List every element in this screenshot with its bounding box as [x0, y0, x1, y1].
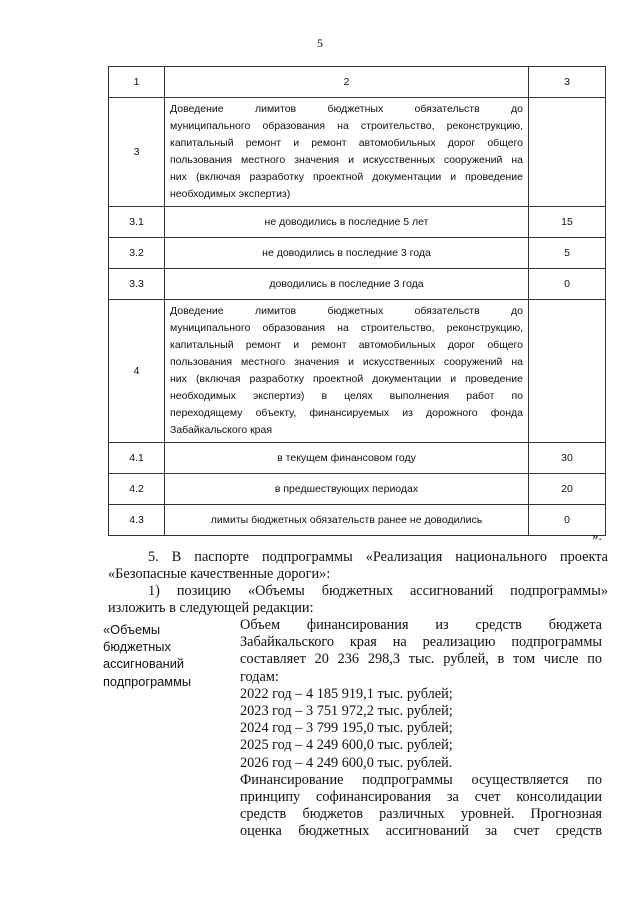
row-points: 0: [529, 269, 606, 300]
criteria-table-body: [109, 67, 606, 536]
position-label-line: «Объемы: [103, 622, 161, 637]
table-row: [109, 269, 606, 300]
position-value-line: Объем финансирования из средств бюджета: [240, 617, 602, 633]
row-number: 4.1: [109, 443, 165, 474]
table-row: [109, 474, 606, 505]
table-row: [109, 300, 606, 443]
item-1-line-2: изложить в следующей редакции:: [108, 600, 314, 616]
position-value-line: 2023 год – 3 751 972,2 тыс. рублей;: [240, 703, 453, 720]
row-criterion: [165, 98, 529, 207]
row-criterion: [165, 300, 529, 443]
position-label: [103, 621, 233, 690]
position-value-line: 2024 год – 3 799 195,0 тыс. рублей;: [240, 720, 453, 737]
position-value-line: составляет 20 236 298,3 тыс. рублей, в том числе по: [240, 651, 602, 668]
item-5-line-1: 5. В паспорте подпрограммы «Реализация национального проекта: [148, 549, 608, 565]
row-points: 20: [529, 474, 606, 505]
position-label-line: ассигнований: [103, 656, 185, 672]
row-criterion: не доводились в последние 3 года: [165, 238, 529, 269]
row-number: 3.3: [109, 269, 165, 300]
position-value-line: годам:: [240, 668, 279, 685]
position-value-line: 2022 год – 4 185 919,1 тыс. рублей;: [240, 685, 453, 702]
position-label-line: бюджетных: [103, 639, 171, 655]
criterion-line: необходимых экспертиз): [170, 188, 291, 200]
criterion-line: переходящему объекту, финансируемых из дорожного фонда: [170, 407, 523, 419]
table-row: [109, 98, 606, 207]
position-value-line: Финансирование подпрограммы осуществляется по: [240, 771, 602, 788]
row-criterion: не доводились в последние 5 лет: [165, 207, 529, 238]
page-number: 5: [317, 36, 323, 50]
criterion-line: капитальный ремонт и ремонт автомобильных дорог общего: [170, 339, 523, 351]
item-5-line-2: «Безопасные качественные дороги»:: [108, 566, 331, 582]
table-row: [109, 505, 606, 536]
table-row: [109, 207, 606, 238]
header-cell-criterion: 2: [165, 67, 529, 98]
table-row: [109, 238, 606, 269]
criterion-line: пользования местного значения и искусственных сооружений на: [170, 154, 523, 166]
row-number: 3: [109, 98, 165, 207]
criterion-line: Забайкальского края: [170, 424, 273, 436]
row-criterion: лимиты бюджетных обязательств ранее не доводились: [165, 505, 529, 536]
criterion-line: Доведение лимитов бюджетных обязательств до: [170, 305, 523, 317]
position-value-line: оценка бюджетных ассигнований за счет средств: [240, 823, 602, 840]
criterion-line: Доведение лимитов бюджетных обязательств до: [170, 103, 523, 115]
row-points: 15: [529, 207, 606, 238]
criterion-line: муниципального образования на строительство, реконструкцию,: [170, 322, 523, 334]
row-number: 4.2: [109, 474, 165, 505]
table-header-row: [109, 67, 606, 98]
criteria-table: [108, 66, 606, 536]
row-points: [529, 98, 606, 207]
row-points: 30: [529, 443, 606, 474]
header-cell-points: 3: [529, 67, 606, 98]
position-value-line: средств бюджетов различных уровней. Прогнозная: [240, 806, 602, 823]
position-value: [240, 617, 602, 841]
position-label-line: подпрограммы: [103, 673, 192, 689]
item-1-line-1: 1) позицию «Объемы бюджетных ассигнований подпрограммы»: [148, 583, 608, 599]
position-value-line: Забайкальского края на реализацию подпрограммы: [240, 634, 602, 651]
row-points: 5: [529, 238, 606, 269]
row-number: 3.1: [109, 207, 165, 238]
position-value-line: 2025 год – 4 249 600,0 тыс. рублей;: [240, 737, 453, 754]
row-number: 3.2: [109, 238, 165, 269]
position-value-line: 2026 год – 4 249 600,0 тыс. рублей.: [240, 754, 453, 771]
row-number: 4.3: [109, 505, 165, 536]
row-criterion: в текущем финансовом году: [165, 443, 529, 474]
table-row: [109, 443, 606, 474]
row-criterion: в предшествующих периодах: [165, 474, 529, 505]
criterion-line: пользования местного значения и искусственных сооружений на: [170, 356, 523, 368]
row-points: 0: [529, 505, 606, 536]
row-criterion: доводились в последние 3 года: [165, 269, 529, 300]
criterion-line: необходимых экспертиз) в целях выполнения работ по: [170, 390, 523, 402]
closing-quote: ».: [592, 528, 602, 543]
position-value-line: принципу софинансирования за счет консолидации: [240, 789, 602, 806]
criterion-line: них (включая разработку проектной документации и проведение: [170, 373, 523, 385]
row-points: [529, 300, 606, 443]
header-cell-number: 1: [109, 67, 165, 98]
row-number: 4: [109, 300, 165, 443]
criterion-line: капитальный ремонт и ремонт автомобильных дорог общего: [170, 137, 523, 149]
criterion-line: муниципального образования на строительство, реконструкцию,: [170, 120, 523, 132]
criterion-line: них (включая разработку проектной документации и проведение: [170, 171, 523, 183]
